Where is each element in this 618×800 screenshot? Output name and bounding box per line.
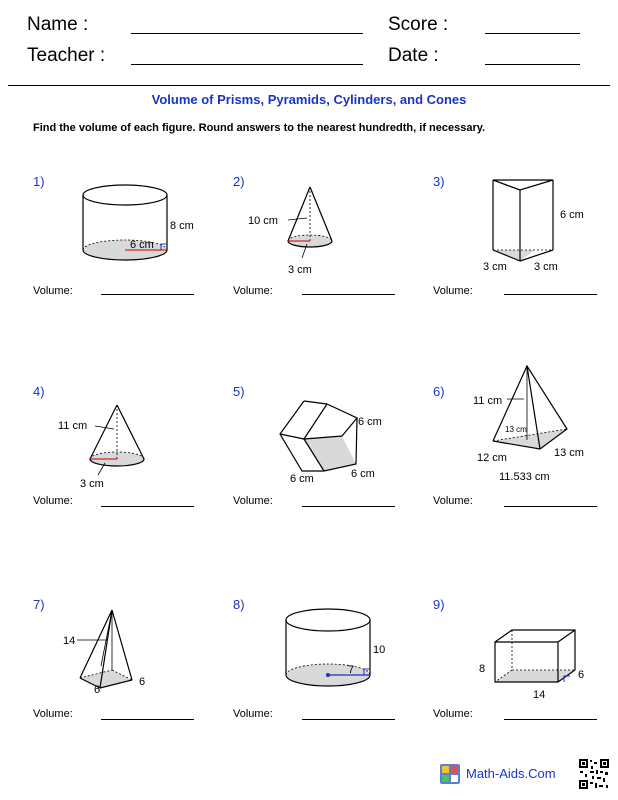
score-label: Score :: [388, 14, 449, 35]
figure-label: 6 cm: [560, 209, 584, 221]
answer-line[interactable]: [101, 719, 194, 720]
figure-label: 11 cm: [473, 395, 503, 407]
volume-label: Volume:: [33, 708, 73, 720]
problem-number: 9): [433, 597, 445, 612]
answer-line[interactable]: [504, 719, 597, 720]
volume-label: Volume:: [433, 495, 473, 507]
figure-label: 6: [94, 684, 101, 696]
figure-label: 8 cm: [170, 220, 194, 232]
figure-label: 6 cm: [130, 239, 154, 251]
figure-label: 3 cm: [534, 261, 558, 273]
answer-line[interactable]: [101, 506, 194, 507]
name-line[interactable]: [131, 33, 363, 34]
volume-label: Volume:: [433, 708, 473, 720]
figure-label: 10: [373, 644, 386, 656]
figure-label: 3 cm: [80, 478, 104, 490]
calculator-logo-icon: [440, 764, 460, 784]
figure-label: 6 cm: [358, 416, 382, 428]
figure-label: 6: [578, 669, 585, 681]
problem-number: 1): [33, 174, 45, 189]
problem-number: 5): [233, 384, 245, 399]
figure-label: 3 cm: [483, 261, 507, 273]
volume-label: Volume:: [233, 495, 273, 507]
figure-label: 13 cm: [554, 447, 584, 459]
answer-line[interactable]: [504, 506, 597, 507]
figure-label: 3 cm: [288, 264, 312, 276]
triangular-prism-figure: [475, 175, 595, 275]
cone-figure: [245, 180, 345, 280]
rectangular-prism-figure: [475, 622, 605, 702]
figure-label: 11.533 cm: [499, 471, 550, 483]
volume-label: Volume:: [33, 285, 73, 297]
square-pyramid-figure: [60, 600, 170, 700]
rectangular-prism-figure: [272, 398, 397, 488]
figure-label: 14: [63, 635, 76, 647]
triangular-pyramid-figure: [455, 358, 595, 488]
figure-label: 12 cm: [477, 452, 507, 464]
volume-label: Volume:: [233, 708, 273, 720]
volume-label: Volume:: [433, 285, 473, 297]
volume-label: Volume:: [33, 495, 73, 507]
figure-label: 6 cm: [290, 473, 314, 485]
figure-label: 14: [533, 689, 546, 701]
qr-code-icon: [578, 758, 610, 790]
volume-label: Volume:: [233, 285, 273, 297]
problem-number: 7): [33, 597, 45, 612]
problem-number: 8): [233, 597, 245, 612]
date-label: Date :: [388, 45, 439, 66]
problem-number: 3): [433, 174, 445, 189]
figure-label: 6: [139, 676, 146, 688]
problem-number: 4): [33, 384, 45, 399]
answer-line[interactable]: [302, 506, 395, 507]
figure-label: 10 cm: [248, 215, 278, 227]
figure-label: 8: [479, 663, 486, 675]
problem-number: 6): [433, 384, 445, 399]
cylinder-figure: [75, 180, 215, 270]
date-line[interactable]: [485, 64, 580, 65]
footer-brand[interactable]: Math-Aids.Com: [466, 766, 556, 781]
figure-label: 7: [348, 664, 355, 676]
figure-label: 13 cm: [505, 425, 527, 434]
score-line[interactable]: [485, 33, 580, 34]
header-divider: [8, 85, 610, 86]
teacher-line[interactable]: [131, 64, 363, 65]
instructions: Find the volume of each figure. Round answers to the nearest hundredth, if necessary.: [33, 122, 486, 134]
name-label: Name :: [27, 14, 89, 35]
answer-line[interactable]: [504, 294, 597, 295]
figure-label: 6 cm: [351, 468, 375, 480]
cylinder-figure: [280, 605, 400, 695]
problem-number: 2): [233, 174, 245, 189]
answer-line[interactable]: [302, 294, 395, 295]
answer-line[interactable]: [302, 719, 395, 720]
teacher-label: Teacher :: [27, 45, 106, 66]
worksheet-title: Volume of Prisms, Pyramids, Cylinders, and Cones: [151, 92, 467, 107]
cone-figure: [55, 395, 175, 495]
figure-label: 11 cm: [58, 420, 88, 432]
answer-line[interactable]: [101, 294, 194, 295]
